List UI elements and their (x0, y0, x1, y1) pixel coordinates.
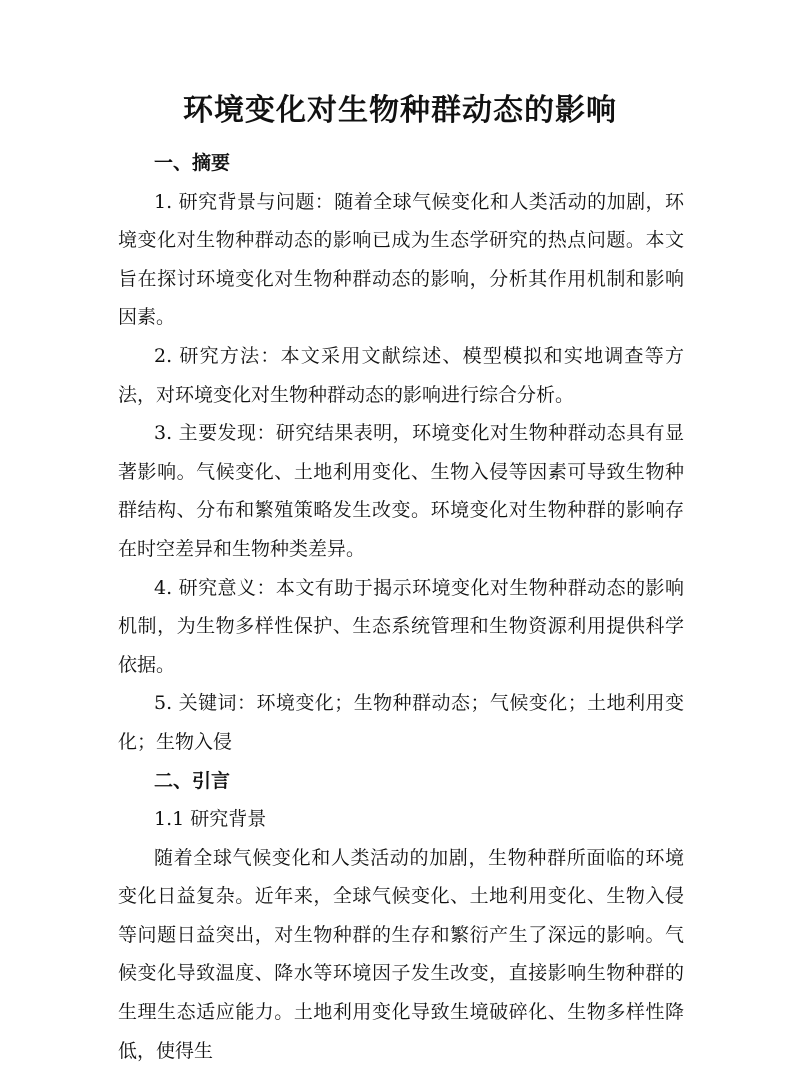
document-body (118, 144, 684, 1070)
introduction-heading: 二、引言 (154, 769, 231, 792)
abstract-item-background: 1. 研究背景与问题：随着全球气候变化和人类活动的加剧，环境变化对生物种群动态的影响已成为生态学研究的热点问题。本文旨在探讨环境变化对生物种群动态的影响，分析其作用机制和影响因素。 (118, 190, 684, 329)
introduction-paragraph: 随着全球气候变化和人类活动的加剧，生物种群所面临的环境变化日益复杂。近年来，全球气候变化、土地利用变化、生物入侵等问题日益突出，对生物种群的生存和繁衍产生了深远的影响。气候变化导致温度、降水等环境因子发生改变，直接影响生物种群的生理生态适应能力。土地利用变化导致生境破碎化、生物多样性降低，使得生 (118, 846, 684, 1062)
abstract-item-findings: 3. 主要发现：研究结果表明，环境变化对生物种群动态具有显著影响。气候变化、土地利用变化、生物入侵等因素可导致生物种群结构、分布和繁殖策略发生改变。环境变化对生物种群的影响存在时空差异和生物种类差异。 (118, 422, 684, 560)
abstract-heading: 一、摘要 (154, 152, 231, 174)
abstract-item-significance: 4. 研究意义：本文有助于揭示环境变化对生物种群动态的影响机制，为生物多样性保护、生态系统管理和生物资源利用提供科学依据。 (118, 576, 684, 676)
document-title: 环境变化对生物种群动态的影响 (183, 93, 617, 128)
research-background-subheading: 1.1 研究背景 (154, 808, 267, 831)
abstract-item-methods: 2. 研究方法：本文采用文献综述、模型模拟和实地调查等方法，对环境变化对生物种群动态的影响进行综合分析。 (118, 344, 684, 406)
abstract-item-keywords: 5. 关键词：环境变化；生物种群动态；气候变化；土地利用变化；生物入侵 (118, 692, 684, 753)
